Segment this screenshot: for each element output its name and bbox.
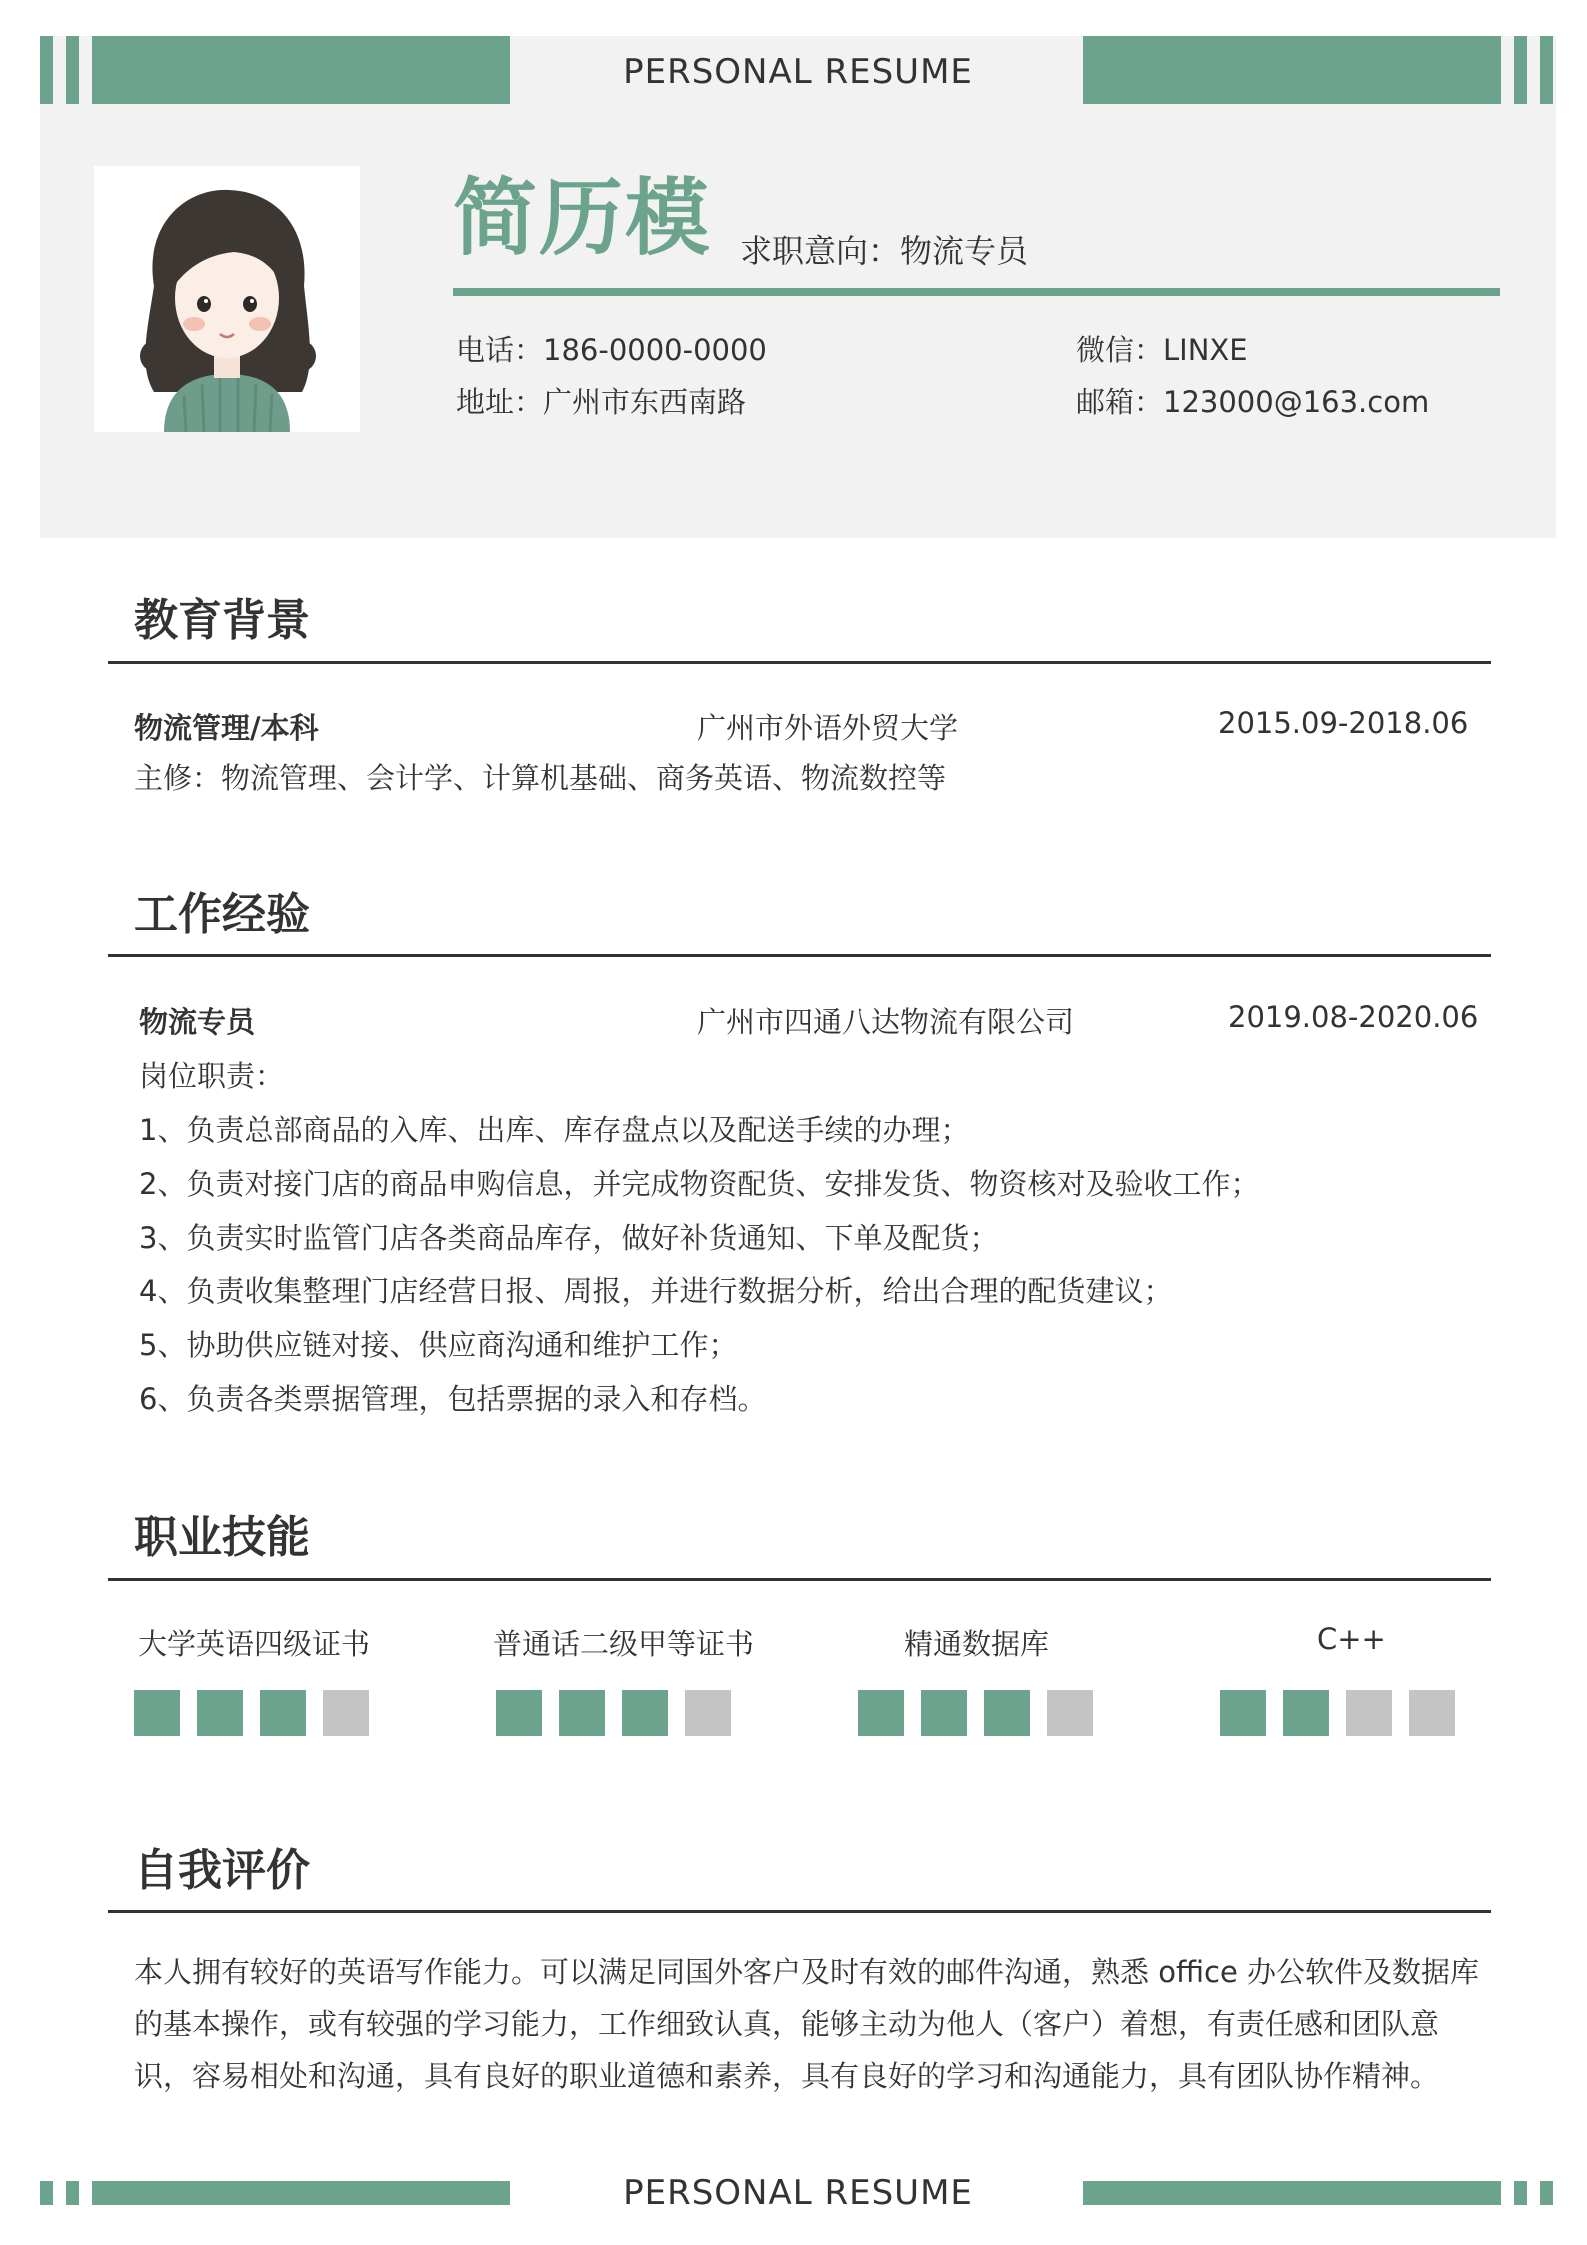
work-duty-item: 2、负责对接门店的商品申购信息，并完成物资配货、安排发货、物资核对及验收工作； xyxy=(139,1167,1260,1201)
self-evaluation-text: 本人拥有较好的英语写作能力。可以满足同国外客户及时有效的邮件沟通，熟悉 office 办公软件及数据库的基本操作，或有较强的学习能力，工作细致认真，能够主动为他人（客户）着想，有责任感和团队意识，容易相处和沟通，具有良好的职业道德和素养，具有良好的学习和沟通能力，具有团队协作精神。 xyxy=(134,1955,1480,2093)
footer-title: PERSONAL RESUME xyxy=(623,2173,973,2213)
work-duty-item: 4、负责收集整理门店经营日报、周报，并进行数据分析，给出合理的配货建议； xyxy=(139,1274,1173,1308)
skill-level-filled xyxy=(622,1690,668,1736)
skill-level-filled xyxy=(921,1690,967,1736)
education-degree: 物流管理/本科 xyxy=(134,711,319,745)
contact-address: 地址：广州市东西南路 xyxy=(456,385,747,419)
section-title-education: 教育背景 xyxy=(134,595,310,646)
work-duty-item: 1、负责总部商品的入库、出库、库存盘点以及配送手续的办理； xyxy=(139,1113,970,1147)
section-rule-education xyxy=(108,661,1491,664)
skill-level-filled xyxy=(197,1690,243,1736)
skill-level-empty xyxy=(1047,1690,1093,1736)
skill-label: 普通话二级甲等证书 xyxy=(493,1627,755,1661)
avatar-illustration xyxy=(94,166,360,432)
section-title-skills: 职业技能 xyxy=(134,1512,310,1563)
skill-level-empty xyxy=(1409,1690,1455,1736)
skill-level-filled xyxy=(134,1690,180,1736)
skill-level-filled xyxy=(1220,1690,1266,1736)
work-duty-item: 5、协助供应链对接、供应商沟通和维护工作； xyxy=(139,1328,738,1362)
skill-level-filled xyxy=(1283,1690,1329,1736)
education-courses: 主修：物流管理、会计学、计算机基础、商务英语、物流数控等 xyxy=(134,761,947,795)
work-position: 物流专员 xyxy=(139,1005,256,1039)
avatar xyxy=(94,166,360,432)
work-duty-label: 岗位职责： xyxy=(139,1059,285,1093)
contact-wechat: 微信：LINXE xyxy=(1076,333,1248,367)
section-rule-evaluation xyxy=(108,1910,1491,1913)
skill-level-empty xyxy=(323,1690,369,1736)
section-rule-work xyxy=(108,954,1491,957)
skill-level-filled xyxy=(260,1690,306,1736)
skill-label: 大学英语四级证书 xyxy=(138,1627,371,1661)
section-title-evaluation: 自我评价 xyxy=(134,1845,310,1896)
skill-level-filled xyxy=(496,1690,542,1736)
skill-level-filled xyxy=(559,1690,605,1736)
skill-level-empty xyxy=(685,1690,731,1736)
contact-phone: 电话：186-0000-0000 xyxy=(456,333,767,367)
education-period: 2015.09-2018.06 xyxy=(1218,706,1469,740)
section-title-work: 工作经验 xyxy=(134,889,310,940)
skill-label: C++ xyxy=(1317,1622,1386,1656)
banner-title: PERSONAL RESUME xyxy=(623,52,973,92)
skill-level-filled xyxy=(858,1690,904,1736)
skill-level-filled xyxy=(984,1690,1030,1736)
contact-email: 邮箱：123000@163.com xyxy=(1076,385,1430,419)
work-period: 2019.08-2020.06 xyxy=(1228,1000,1479,1034)
name-underline xyxy=(453,288,1500,296)
work-duty-item: 3、负责实时监管门店各类商品库存，做好补货通知、下单及配货； xyxy=(139,1221,999,1255)
skill-label: 精通数据库 xyxy=(904,1627,1050,1661)
work-duty-item: 6、负责各类票据管理，包括票据的录入和存档。 xyxy=(139,1382,767,1416)
work-company: 广州市四通八达物流有限公司 xyxy=(697,1005,1075,1039)
section-rule-skills xyxy=(108,1578,1491,1581)
job-intent: 求职意向：物流专员 xyxy=(740,232,1029,270)
candidate-name: 简历模 xyxy=(453,169,712,267)
skill-level-empty xyxy=(1346,1690,1392,1736)
education-school: 广州市外语外贸大学 xyxy=(697,711,959,745)
